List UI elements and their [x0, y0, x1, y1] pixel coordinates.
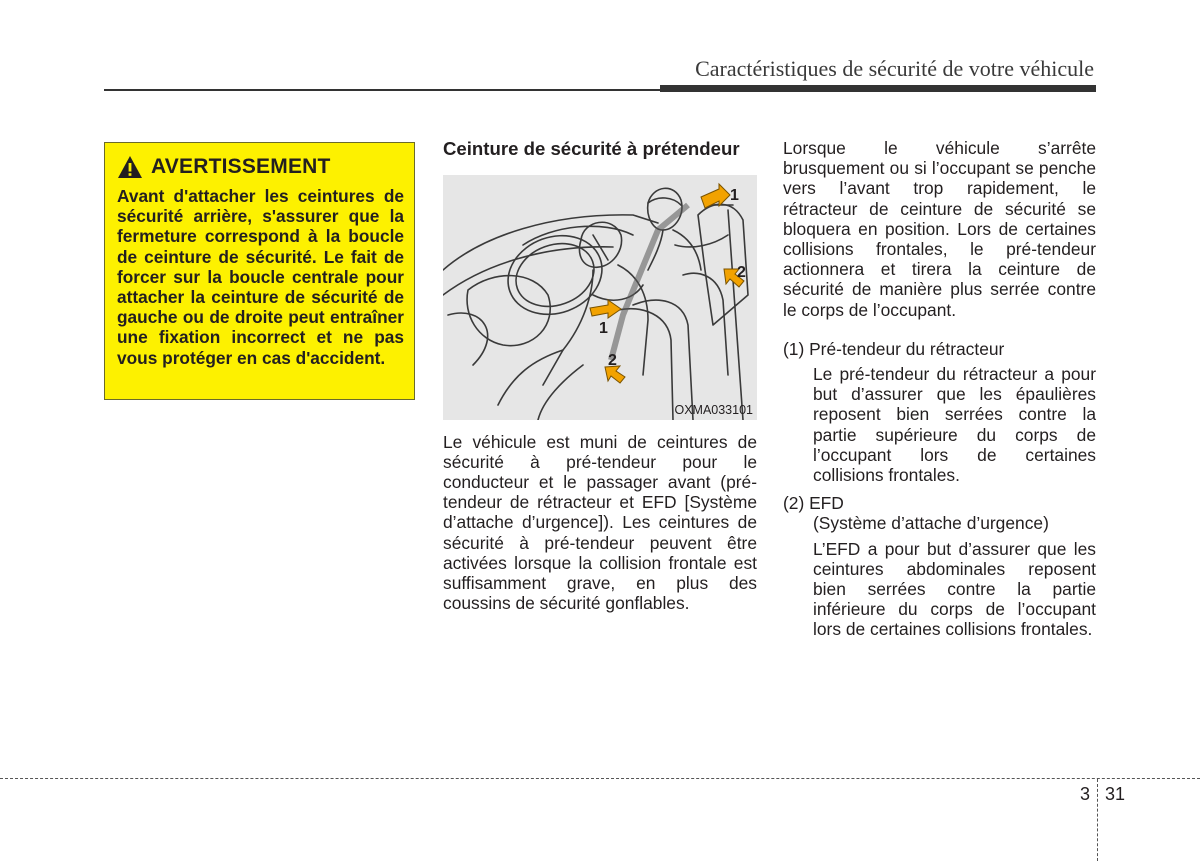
warning-title: AVERTISSEMENT	[151, 155, 331, 178]
header-rule-thin	[104, 89, 660, 91]
footer-dashed-divider	[1097, 779, 1098, 861]
item-label: (1) Pré-tendeur du rétracteur	[783, 338, 1005, 359]
callout-label: 2	[737, 263, 746, 281]
right-column	[783, 138, 1096, 640]
warning-heading	[117, 153, 404, 181]
illustration-drawing	[443, 175, 757, 420]
callout-label: 1	[599, 319, 608, 337]
warning-box	[104, 142, 415, 400]
page-header-title: Caractéristiques de sécurité de votre véhicule	[695, 56, 1094, 81]
pretensioner-illustration	[443, 175, 757, 420]
main-column	[443, 138, 757, 613]
section-paragraph: Le véhicule est muni de ceintures de sécurité à pré-tendeur pour le conducteur et le passager avant (pré-tendeur de rétracteur et EFD [Système d’attache d’urgence]). Les ceintures de sécurité à pré-tendeur peuvent être activées lorsque la collision frontale est suffisamment grave, en plus des coussins de sécurité gonflables.	[443, 431, 757, 614]
list-item	[783, 339, 1096, 485]
callout-label: 2	[608, 351, 617, 369]
list-item	[783, 493, 1096, 639]
warning-triangle-icon	[117, 155, 143, 179]
chapter-number: 3	[1080, 784, 1091, 804]
page-number: 31	[1105, 784, 1126, 804]
section-title: Ceinture de sécurité à prétendeur	[443, 138, 740, 159]
header-rule-thick	[660, 85, 1096, 92]
warning-text: Avant d'attacher les ceintures de sécurité arrière, s'assurer que la fermeture correspond à la boucle de ceinture de sécurité. Le fait de forcer sur la boucle centrale pour attacher la ceinture de sécurité de gauche ou de droite peut entraîner une fixation incorrect et ne pas vous protéger en cas d'accident.	[117, 186, 404, 368]
item-label: (2) EFD	[783, 493, 844, 514]
footer-dashed-rule	[0, 778, 1200, 779]
intro-paragraph: Lorsque le véhicule s’arrête brusquement ou si l’occupant se penche vers l’avant trop rapidement, le rétracteur de ceinture de sécurité se bloquera en position. Lors de certaines collisions frontales, le pré-tendeur actionnera et tirera la ceinture de sécurité de manière plus serrée contre le corps de l’occupant.	[783, 138, 1096, 320]
item-sublabel: (Système d’attache d’urgence)	[813, 513, 1049, 534]
item-description: Le pré-tendeur du rétracteur a pour but d’assurer que les épaulières reposent bien serrées contre la partie supérieure du corps de l’occupant lors de certaines collisions frontales.	[813, 364, 1096, 486]
callout-label: 1	[730, 186, 739, 204]
figure-code: OXMA033101	[674, 402, 753, 417]
item-description: L’EFD a pour but d’assurer que les ceintures abdominales reposent bien serrées contre la partie inférieure du corps de l’occupant lors de certaines collisions frontales.	[813, 538, 1096, 640]
